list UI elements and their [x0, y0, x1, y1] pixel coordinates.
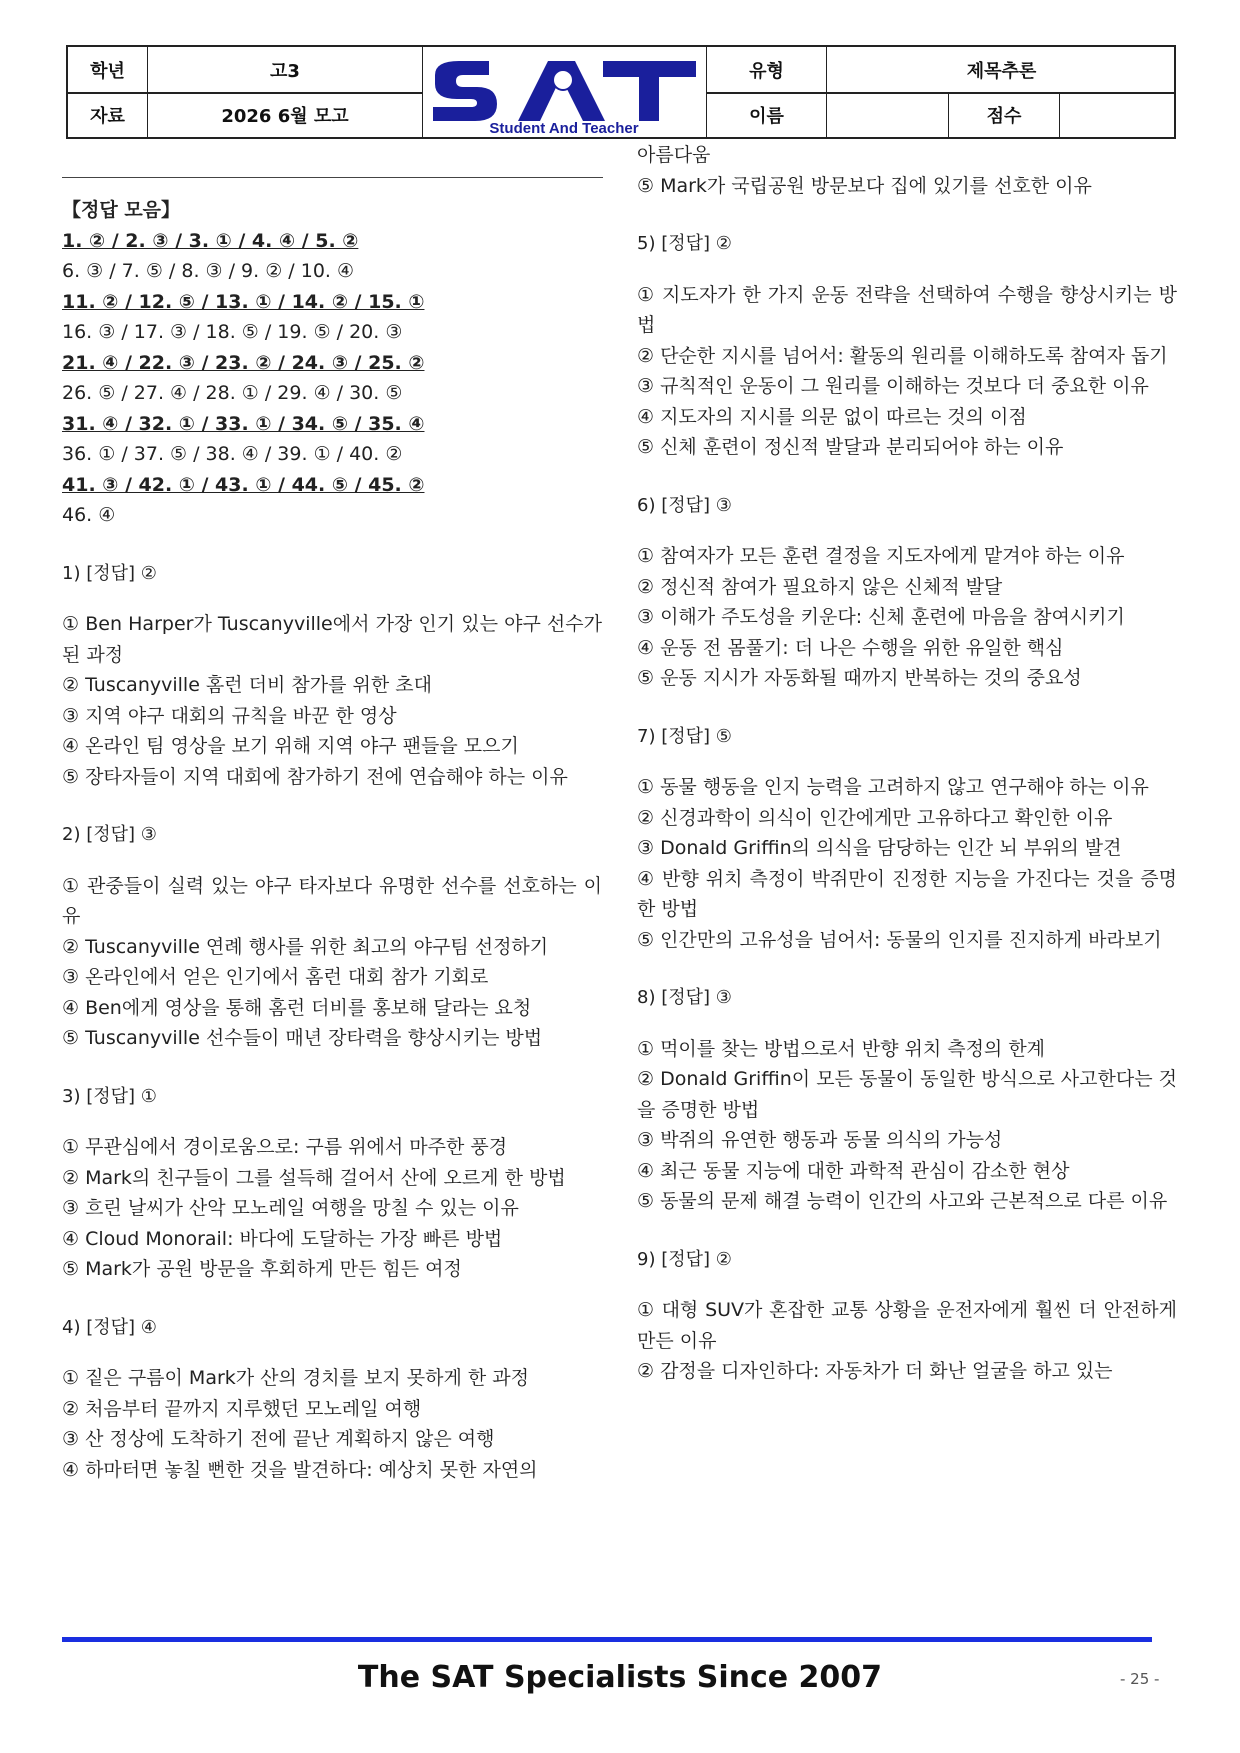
left-questions	[62, 559, 602, 1486]
answer-option: ② 단순한 지시를 넘어서: 활동의 원리를 이해하도록 참여자 돕기	[637, 344, 1168, 367]
answer-option: ② 감정을 디자인하다: 자동차가 더 화난 얼굴을 하고 있는	[637, 1360, 1113, 1382]
answer-option: ① 참여자가 모든 훈련 결정을 지도자에게 맡겨야 하는 이유	[637, 545, 1125, 567]
type-value: 제목추론	[966, 60, 1037, 82]
answer-option: ③ 이해가 주도성을 키운다: 신체 훈련에 마음을 참여시키기	[637, 606, 1125, 628]
answer-key-list	[62, 226, 602, 531]
answer-option: ⑤ Tuscanyville 선수들이 매년 장타력을 향상시키는 방법	[62, 1027, 543, 1049]
grade-label: 학년	[68, 47, 148, 92]
question-answer-head: 2) [정답] ③	[62, 824, 157, 845]
sat-logo-graphic	[423, 47, 706, 137]
answer-key-line: 1. ② / 2. ③ / 3. ① / 4. ④ / 5. ②	[62, 229, 359, 252]
header-table	[66, 45, 1176, 139]
answer-key-line: 36. ① / 37. ⑤ / 38. ④ / 39. ① / 40. ②	[62, 443, 403, 465]
type-label: 유형	[707, 47, 827, 92]
answer-option: ③ 흐린 날씨가 산악 모노레일 여행을 망칠 수 있는 이유	[62, 1197, 519, 1219]
left-column	[62, 173, 602, 1485]
question-answer-head: 8) [정답] ③	[637, 987, 732, 1008]
answer-option: ④ Cloud Monorail: 바다에 도달하는 가장 빠른 방법	[62, 1227, 503, 1250]
answer-option: ④ 반향 위치 측정이 박쥐만이 진정한 지능을 가진다는 것을 증명한 방법	[637, 867, 1177, 920]
name-field[interactable]	[827, 92, 949, 137]
material-label: 자료	[68, 92, 148, 137]
answer-key-line: 16. ③ / 17. ③ / 18. ⑤ / 19. ⑤ / 20. ③	[62, 321, 403, 343]
answer-key-line: 6. ③ / 7. ⑤ / 8. ③ / 9. ② / 10. ④	[62, 260, 355, 282]
answer-option: ① Ben Harper가 Tuscanyville에서 가장 인기 있는 야구 선수가 된 과정	[62, 613, 602, 666]
answer-option: ⑤ 동물의 문제 해결 능력이 인간의 사고와 근본적으로 다른 이유	[637, 1190, 1168, 1212]
question-answer-head: 9) [정답] ②	[637, 1248, 732, 1270]
answer-option: ⑤ 운동 지시가 자동화될 때까지 반복하는 것의 중요성	[637, 667, 1082, 689]
footer-rule	[62, 1637, 1152, 1642]
answer-option: ④ 지도자의 지시를 의문 없이 따르는 것의 이점	[637, 405, 1027, 428]
answer-option: ① 관중들이 실력 있는 야구 타자보다 유명한 선수를 선호하는 이유	[62, 874, 602, 927]
answer-option: ① 지도자가 한 가지 운동 전략을 선택하여 수행을 향상시키는 방법	[637, 283, 1177, 336]
footer-slogan: The SAT Specialists Since 2007	[357, 1660, 883, 1695]
answer-option: ① 무관심에서 경이로움으로: 구름 위에서 마주한 풍경	[62, 1136, 508, 1158]
answer-option: ② Mark의 친구들이 그를 설득해 걸어서 산에 오르게 한 방법	[62, 1166, 566, 1189]
answer-option: ③ 규칙적인 운동이 그 원리를 이해하는 것보다 더 중요한 이유	[637, 375, 1149, 397]
answer-key-line: 31. ④ / 32. ① / 33. ① / 34. ⑤ / 35. ④	[62, 412, 425, 435]
name-label: 이름	[707, 92, 827, 137]
material-value: 2026 6월 모고	[221, 105, 349, 127]
question-answer-head: 4) [정답] ④	[62, 1316, 157, 1338]
question-answer-head: 7) [정답] ⑤	[637, 725, 732, 747]
answer-option: ② Tuscanyville 연례 행사를 위한 최고의 야구팀 선정하기	[62, 935, 549, 958]
answer-option: ⑤ 장타자들이 지역 대회에 참가하기 전에 연습해야 하는 이유	[62, 765, 568, 788]
score-field[interactable]	[1060, 92, 1176, 137]
logo-subtitle: Student And Teacher	[489, 120, 639, 137]
answer-option: ⑤ Mark가 공원 방문을 후회하게 만든 힘든 여정	[62, 1258, 462, 1280]
grade-value: 고3	[270, 60, 300, 82]
answer-option: ③ 산 정상에 도착하기 전에 끝난 계획하지 않은 여행	[62, 1428, 495, 1450]
answer-option: ① 먹이를 찾는 방법으로서 반향 위치 측정의 한계	[637, 1037, 1046, 1060]
answer-option: ③ Donald Griffin의 의식을 담당하는 인간 뇌 부위의 발견	[637, 837, 1122, 859]
answer-key-line: 26. ⑤ / 27. ④ / 28. ① / 29. ④ / 30. ⑤	[62, 382, 403, 404]
answer-key-line: 11. ② / 12. ⑤ / 13. ① / 14. ② / 15. ①	[62, 290, 425, 313]
answer-option: ① 짙은 구름이 Mark가 산의 경치를 보지 못하게 한 과정	[62, 1367, 529, 1389]
answer-option: ④ 온라인 팀 영상을 보기 위해 지역 야구 팬들을 모으기	[62, 735, 519, 757]
answer-key-title: 【정답 모음】	[62, 199, 181, 221]
answer-option: ④ 하마터면 놓칠 뻔한 것을 발견하다: 예상치 못한 자연의	[62, 1458, 538, 1481]
right-questions	[637, 229, 1177, 1387]
question-answer-head: 6) [정답] ③	[637, 494, 732, 516]
page-number: - 25 -	[1120, 1670, 1160, 1688]
sat-logo	[422, 47, 707, 137]
answer-option: ② 정신적 참여가 필요하지 않은 신체적 발달	[637, 575, 1003, 598]
answer-option: ② Donald Griffin이 모든 동물이 동일한 방식으로 사고한다는 것을 증명한 방법	[637, 1068, 1177, 1121]
answer-option: ② Tuscanyville 홈런 더비 참가를 위한 초대	[62, 674, 432, 696]
question-answer-head: 5) [정답] ②	[637, 233, 732, 254]
answer-key-line: 41. ③ / 42. ① / 43. ① / 44. ⑤ / 45. ②	[62, 473, 425, 496]
answer-key-line: 21. ④ / 22. ③ / 23. ② / 24. ③ / 25. ②	[62, 351, 425, 374]
answer-option: ③ 온라인에서 얻은 인기에서 홈런 대회 참가 기회로	[62, 966, 489, 988]
answer-key-line: 46. ④	[62, 504, 116, 526]
question-answer-head: 3) [정답] ①	[62, 1085, 157, 1107]
answer-option: ② 신경과학이 의식이 인간에게만 고유하다고 확인한 이유	[637, 806, 1113, 829]
answer-option: ③ 박쥐의 유연한 행동과 동물 의식의 가능성	[637, 1129, 1003, 1151]
answer-option: ① 대형 SUV가 혼잡한 교통 상황을 운전자에게 훨씬 더 안전하게 만든 이유	[637, 1299, 1177, 1352]
continued-text: 아름다움	[637, 144, 711, 166]
answer-option: ④ 최근 동물 지능에 대한 과학적 관심이 감소한 현상	[637, 1159, 1070, 1182]
answer-option: ④ Ben에게 영상을 통해 홈런 더비를 홍보해 달라는 요청	[62, 996, 532, 1019]
question-answer-head: 1) [정답] ②	[62, 562, 157, 584]
answer-option: ⑤ 신체 훈련이 정신적 발달과 분리되어야 하는 이유	[637, 436, 1064, 458]
continued-option: ⑤ Mark가 국립공원 방문보다 집에 있기를 선호한 이유	[637, 174, 1092, 197]
answer-option: ① 동물 행동을 인지 능력을 고려하지 않고 연구해야 하는 이유	[637, 776, 1149, 798]
answer-option: ④ 운동 전 몸풀기: 더 나은 수행을 위한 유일한 핵심	[637, 636, 1064, 659]
answer-option: ② 처음부터 끝까지 지루했던 모노레일 여행	[62, 1397, 422, 1420]
answer-option: ③ 지역 야구 대회의 규칙을 바꾼 한 영상	[62, 704, 397, 727]
answer-option: ⑤ 인간만의 고유성을 넘어서: 동물의 인지를 진지하게 바라보기	[637, 928, 1162, 951]
score-label: 점수	[949, 92, 1060, 137]
right-column	[637, 140, 1177, 1387]
